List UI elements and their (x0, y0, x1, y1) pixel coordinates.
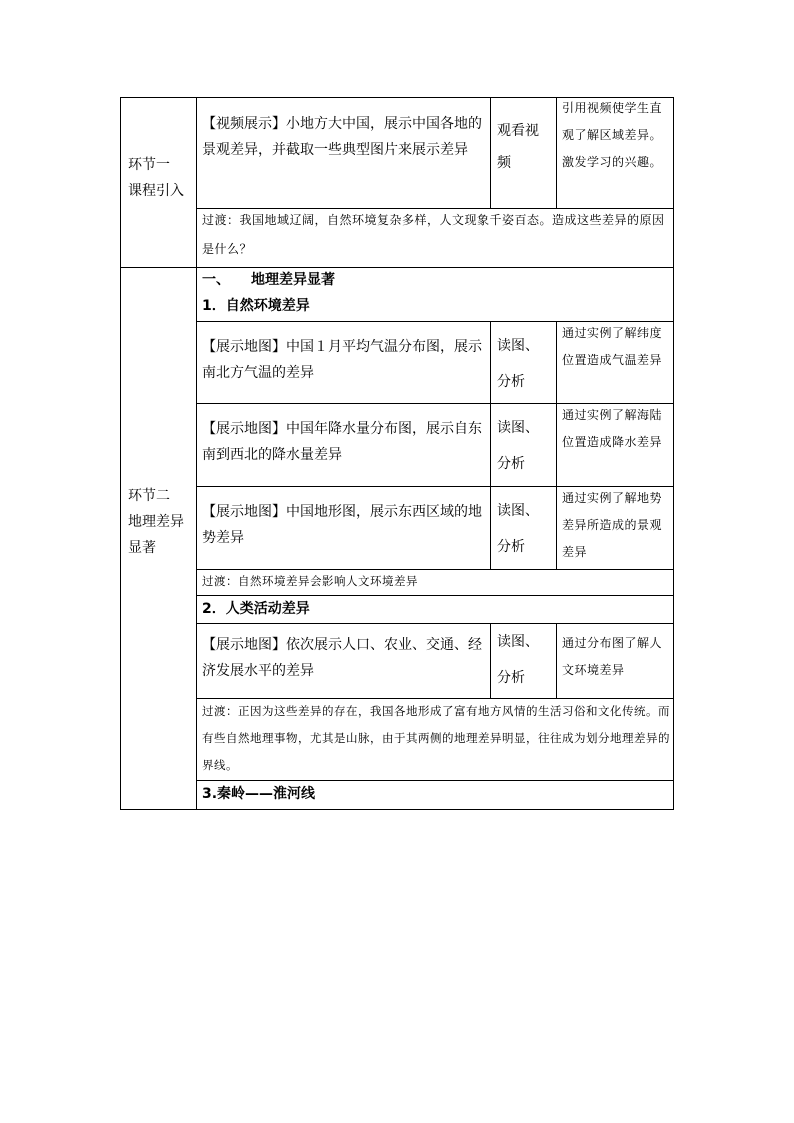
table-border (556, 97, 557, 209)
table-border (120, 809, 674, 810)
table-border (673, 97, 674, 810)
teacher-activity: 【展示地图】中国１月平均气温分布图，展示南北方气温的差异 (202, 339, 482, 381)
teacher-activity: 【展示地图】依次展示人口、农业、交通、经济发展水平的差异 (202, 637, 482, 679)
student-activity: 读图、分析 (497, 338, 539, 390)
teacher-activity: 【展示地图】中国地形图，展示东西区域的地势差异 (202, 504, 482, 546)
stage-line: 课程引入 (128, 183, 184, 199)
transition-text: 过渡：正因为这些差异的存在，我国各地形成了富有地方风情的生活习俗和文化传统。而有些自然地理事物，尤其是山脉，由于其两侧的地理差异明显，往往成为划分地理差异的界线。 (202, 704, 670, 772)
design-intent: 通过实例了解纬度位置造成气温差异 (562, 326, 663, 367)
teacher-activity: 【展示地图】中国年降水量分布图，展示自东南到西北的降水量差异 (202, 421, 482, 463)
subsection-heading: 3.秦岭——淮河线 (202, 786, 316, 802)
teacher-activity: 【视频展示】小地方大中国，展示中国各地的景观差异，并截取一些典型图片来展示差异 (202, 116, 482, 158)
student-activity: 读图、分析 (497, 420, 539, 472)
stage-line: 显著 (128, 540, 156, 556)
subsection-heading: 2．人类活动差异 (202, 601, 310, 617)
stage-line: 环节一 (128, 157, 170, 173)
student-activity: 读图、分析 (497, 634, 539, 686)
student-activity: 读图、分析 (497, 503, 539, 555)
design-intent: 通过实例了解地势差异所造成的景观差异 (562, 491, 663, 559)
design-intent: 引用视频使学生直观了解区域差异。激发学习的兴趣。 (562, 101, 663, 169)
table-border (196, 780, 674, 781)
subsection-heading: 1．自然环境差异 (202, 298, 310, 314)
stage-line: 环节二 (128, 488, 170, 504)
table-border (556, 623, 557, 699)
transition-text: 过渡：自然环境差异会影响人文环境差异 (202, 574, 418, 588)
table-border (490, 97, 491, 209)
transition-text: 过渡：我国地域辽阔，自然环境复杂多样，人文现象千姿百态。造成这些差异的原因是什么？ (202, 213, 665, 256)
table-border (490, 321, 491, 570)
student-activity: 观看视频 (497, 123, 539, 171)
stage-label (128, 483, 194, 561)
section-heading: 一、 地理差异显著 (202, 272, 335, 288)
table-border (490, 623, 491, 699)
stage-label (128, 152, 194, 204)
table-border (556, 321, 557, 570)
stage-line: 地理差异 (128, 514, 184, 530)
table-border (196, 595, 674, 596)
table-border (196, 623, 674, 624)
design-intent: 通过分布图了解人文环境差异 (562, 636, 663, 677)
design-intent: 通过实例了解海陆位置造成降水差异 (562, 408, 663, 449)
table-border (196, 97, 197, 810)
table-border (120, 97, 121, 810)
